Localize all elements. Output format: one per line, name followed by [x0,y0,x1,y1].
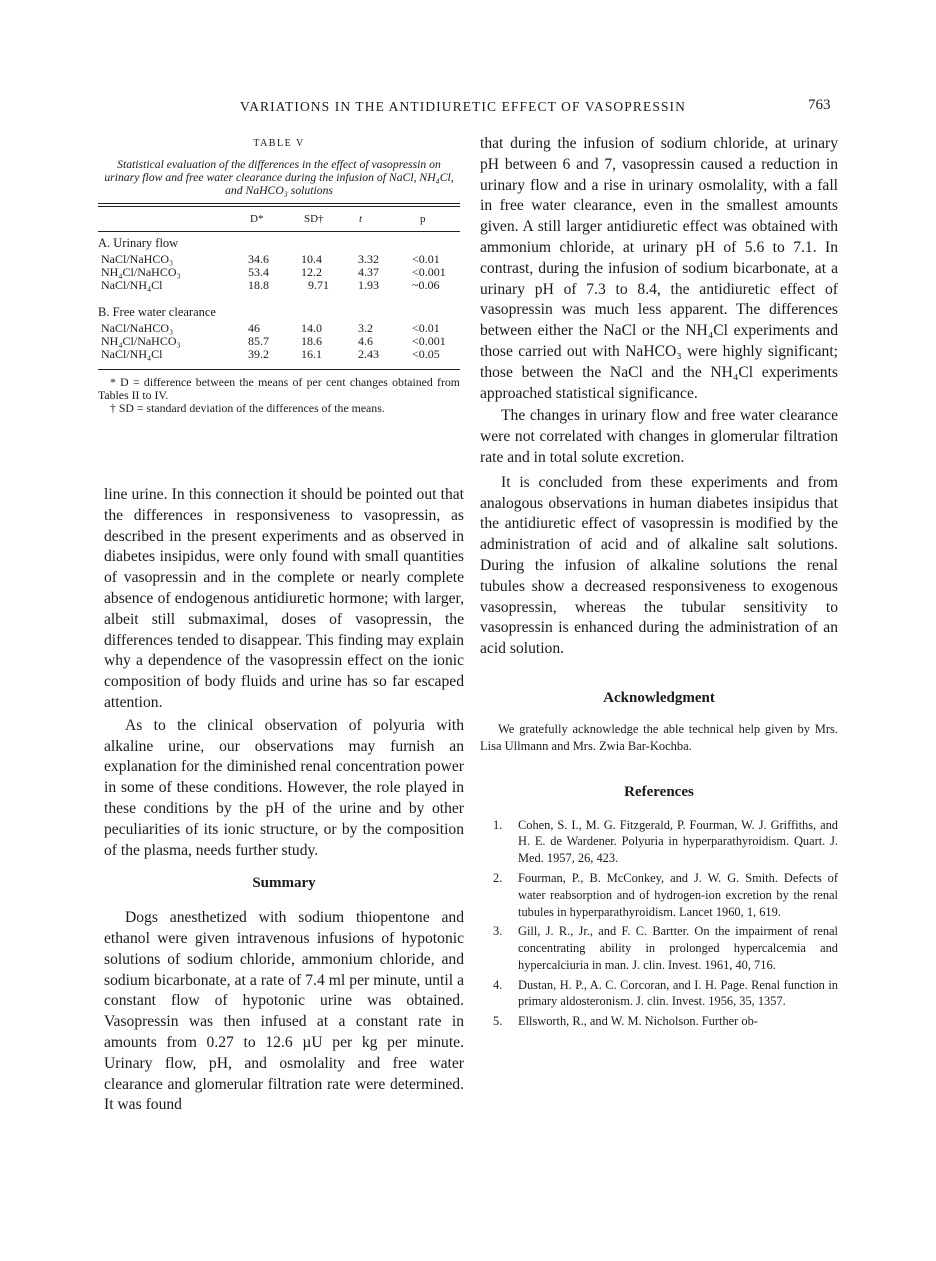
reference-list [480,817,838,1031]
references-heading: References [624,783,694,800]
reference-item: 1. Cohen, S. I., M. G. Fitzgerald, P. Fourman, W. J. Griffiths, and H. E. de Wardener. Polyuria in hyperparathyroidism. Quart. J. Med. 1957, 26, 423. [493,817,838,866]
summary-paragraph: Dogs anesthetized with sodium thiopentone and ethanol were given intravenous infusions of hypotonic solutions of sodium chloride, ammonium chloride, and sodium bicarbonate, at a rate of 7.4 ml per minute, until a constant flow of hypotonic urine was obtained. Vasopressin was then infused at a constant rate in amounts from 0.27 to 12.6 µU per kg per minute. Urinary flow, pH, and osmolality and free water clearance and glomerular filtration rate were determined. It was found [104,909,464,1114]
page-number: 763 [808,97,831,113]
table-row: NaCl/NaHCO₃ 46 14.0 3.2 <0.01 [101,321,440,335]
footnote-d: * D = difference between the means of per cent changes obtained from Tables II to IV. [98,375,460,402]
acknowledgment-heading: Acknowledgment [603,689,715,706]
table-row: NaCl/NaHCO₃ 34.6 10.4 3.32 <0.01 [101,252,440,266]
summary-heading: Summary [252,875,316,892]
footnote-sd: † SD = standard deviation of the differences of the means. [110,401,385,415]
table-row: NaCl/NH₄Cl 18.8 9.71 1.93 ~0.06 [101,278,440,292]
reference-item: 2. Fourman, P., B. McConkey, and J. W. G. Smith. Defects of water reabsorption and of hydrogen-ion excretion by the renal tubules in hyperparathyroidism. Lancet 1960, 1, 619. [493,870,838,919]
body-paragraph: that during the infusion of sodium chloride, at urinary pH between 6 and 7, vasopressin caused a reduction in urinary flow and a rise in urinary osmolality, with a fall in free water clearance, even in the smallest amounts given. A still larger antidiuretic effect was obtained with ammonium chloride, at urinary pH of 5.6 to 7.1. In contrast, during the infusion of sodium bicarbonate, at a urinary pH of 7.3 to 8.4, the antidiuretic effect of vasopressin was much less apparent. The differences between either the NaCl or the NH₄Cl experiments and those carried out with NaHCO₃ were highly significant; those between the NaCl and the NH₄Cl experiments approached statistical significance. [480,135,838,402]
table-footnotes [98,376,460,415]
column-header-d: D* [250,213,264,225]
table-header-row [98,207,460,229]
reference-item: 4. Dustan, H. P., A. C. Corcoran, and I. H. Page. Renal function in primary aldosteronism. J. clin. Invest. 1956, 35, 1357. [493,977,838,1009]
body-paragraph: As to the clinical observation of polyuria with alkaline urine, our observations may furnish an explanation for the diminished renal concentration power in some of these conditions. However, the role played in these conditions by the pH of the urine and by other peculiarities of its ionic structure, or by the composition of the plasma, needs further study. [104,716,464,859]
column-header-t: t [359,213,363,225]
table-row: NH₄Cl/NaHCO₃ 53.4 12.2 4.37 <0.001 [101,265,446,279]
table-bottom-rule [98,369,460,370]
column-header-sd: SD† [304,213,324,225]
body-paragraph: The changes in urinary flow and free water clearance were not correlated with changes in glomerular filtration rate and in total solute excretion. [480,407,838,466]
section-title-free-water-clearance: B. Free water clearance [98,305,216,319]
right-column [480,134,838,1033]
section-title-urinary-flow: A. Urinary flow [98,236,179,250]
table-row: NaCl/NH₄Cl 39.2 16.1 2.43 <0.05 [101,347,440,361]
table-v [98,138,460,415]
left-column [104,485,464,1116]
table-row: NH₄Cl/NaHCO₃ 85.7 18.6 4.6 <0.001 [101,334,446,348]
acknowledgment-text: We gratefully acknowledge the able technical help given by Mrs. Lisa Ullmann and Mrs. Zwia Bar-Kochba. [480,721,838,754]
table-label: TABLE V [253,138,305,149]
running-head: VARIATIONS IN THE ANTIDIURETIC EFFECT OF VASOPRESSIN [240,99,687,114]
body-paragraph: line urine. In this connection it should be pointed out that the differences in responsiveness to vasopressin, as described in the present experiments and as observed in diabetes insipidus, were only found with small quantities of vasopressin and in the complete or nearly complete absence of endogenous antidiuretic hormone; with larger, albeit still submaximal, doses of vasopressin, the differences tended to disappear. This finding may explain why a dependence of the vasopressin effect on the ionic composition of body fluids and urine has so far escaped attention. [104,486,464,711]
reference-item: 3. Gill, J. R., Jr., and F. C. Bartter. On the impairment of renal concentrating ability in prolonged hypercalcemia and hypercalciuria in man. J. clin. Invest. 1961, 40, 716. [493,924,838,972]
column-header-p: p [420,213,426,225]
table-header-rule [98,231,460,232]
reference-item: 5. Ellsworth, R., and W. M. Nicholson. Further ob- [493,1014,758,1029]
table-caption: Statistical evaluation of the differences in the effect of vasopressin on urinary flow and free water clearance during the infusion of NaCl, NH₄Cl, and NaHCO₃ solutions [104,158,454,197]
body-paragraph: It is concluded from these experiments and from analogous observations in human diabetes insipidus that the antidiuretic effect of vasopressin is modified by the administration of acid and of alkaline salt solutions. During the infusion of alkaline solutions the renal tubules show a decreased responsiveness to exogenous vasopressin, whereas the tubular sensitivity to vasopressin is enhanced during the administration of an acid solution. [480,473,838,658]
